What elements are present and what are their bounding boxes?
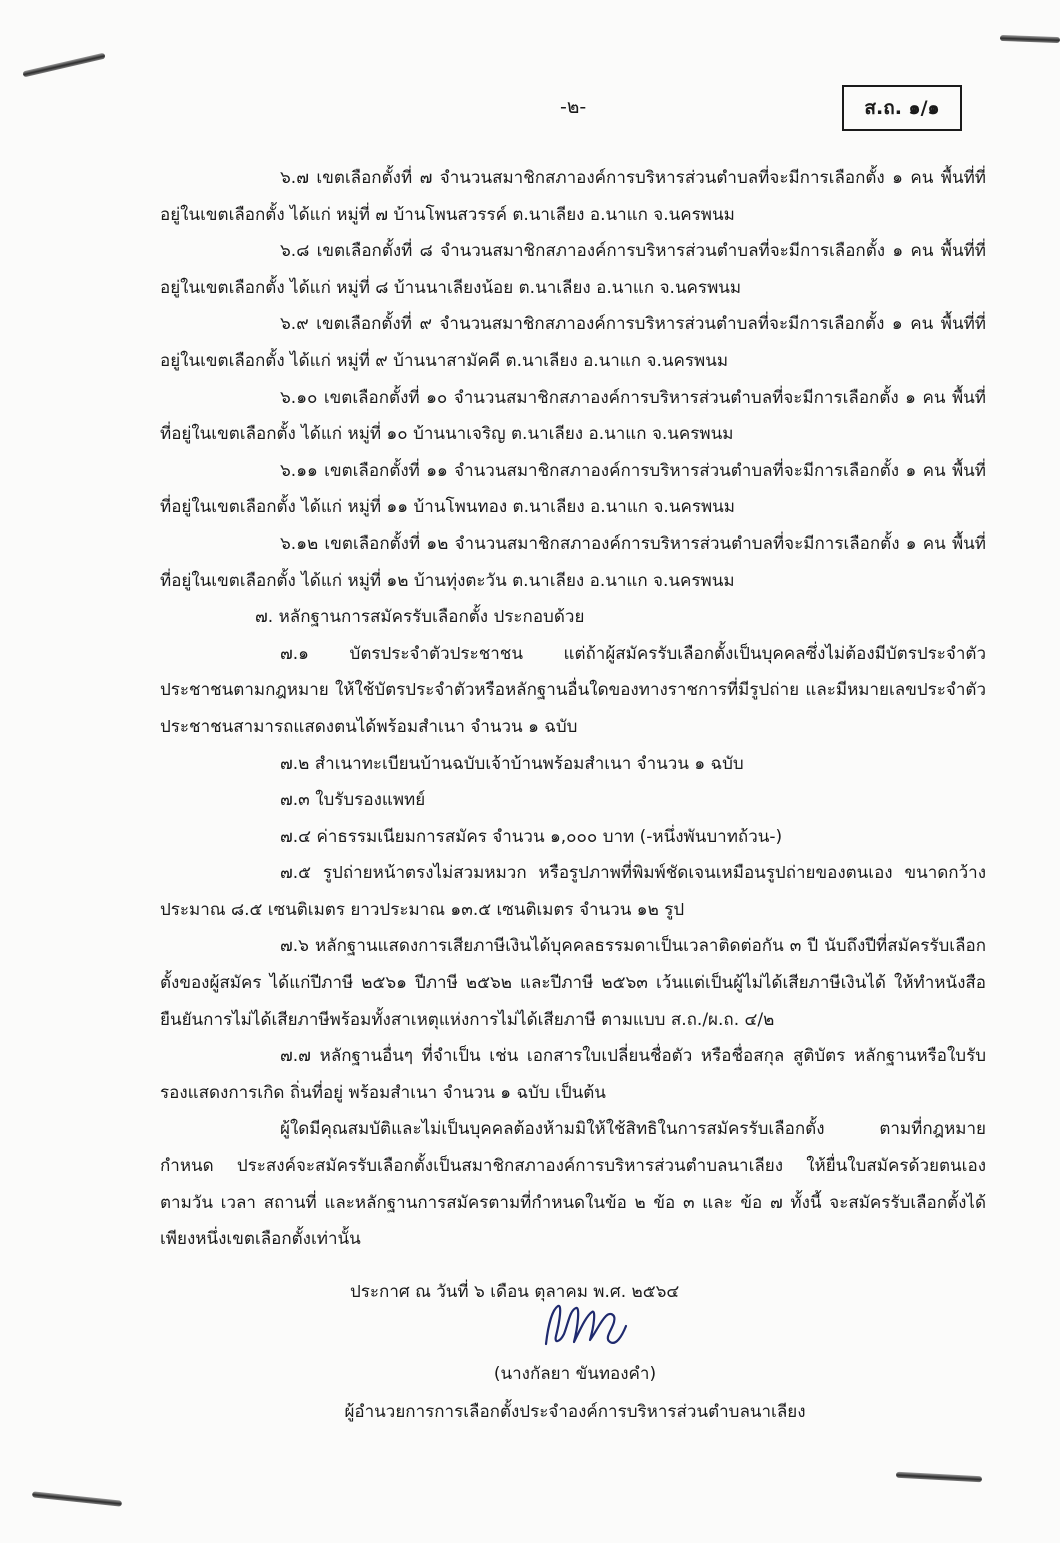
handwritten-signature [540,1296,630,1356]
announcement-date: ประกาศ ณ วันที่ ๖ เดือน ตุลาคม พ.ศ. ๒๕๖๔ [350,1281,680,1302]
page-number: -๒- [560,96,587,118]
staple-bottom-right [896,1472,982,1482]
item-7-4: ๗.๔ ค่าธรรมเนียมการสมัคร จำนวน ๑,๐๐๐ บาท (-หนึ่งพันบาทถ้วน-) [280,826,783,847]
form-code-box: ส.ถ. ๑/๑ [842,85,962,131]
closing-paragraph: ผู้ใดมีคุณสมบัติและไม่เป็นบุคคลต้องห้ามมิให้ใช้สิทธิในการสมัครรับเลือกตั้ง ตามที่กฎหมายกำหนด ประสงค์จะสมัครรับเลือกตั้งเป็นสมาชิกสภาองค์การบริหารส่วนตำบลนาเลียง ให้ยื่นใบสมัครด้วยตนเอง ตามวัน เวลา สถานที่ และหลักฐานการสมัครตามที่กำหนดในข้อ ๒ ข้อ ๓ และ ข้อ ๗ ทั้งนี้ จะสมัครรับเลือกตั้งได้เพียงหนึ่งเขตเลือกตั้งเท่านั้น [160,1119,986,1250]
document-body [160,160,986,1310]
paragraph-6-8: ๖.๘ เขตเลือกตั้งที่ ๘ จำนวนสมาชิกสภาองค์การบริหารส่วนตำบลที่จะมีการเลือกตั้ง ๑ คน พื้นที่ที่อยู่ในเขตเลือกตั้ง ได้แก่ หมู่ที่ ๘ บ้านนาเลียงน้อย ต.นาเลียง อ.นาแก จ.นครพนม [160,241,986,298]
item-7-5: ๗.๕ รูปถ่ายหน้าตรงไม่สวมหมวก หรือรูปภาพที่พิมพ์ชัดเจนเหมือนรูปถ่ายของตนเอง ขนาดกว้างประมาณ ๘.๕ เซนติเมตร ยาวประมาณ ๑๓.๕ เซนติเมตร จำนวน ๑๒ รูป [160,863,986,920]
staple-top-right [1000,35,1060,43]
staple-top-left [22,53,105,78]
staple-bottom-left [32,1491,122,1506]
item-7-7: ๗.๗ หลักฐานอื่นๆ ที่จำเป็น เช่น เอกสารใบเปลี่ยนชื่อตัว หรือชื่อสกุล สูติบัตร หลักฐานหรือใบรับรองแสดงการเกิด ถิ่นที่อยู่ พร้อมสำเนา จำนวน ๑ ฉบับ เป็นต้น [160,1046,986,1103]
paragraph-6-7: ๖.๗ เขตเลือกตั้งที่ ๗ จำนวนสมาชิกสภาองค์การบริหารส่วนตำบลที่จะมีการเลือกตั้ง ๑ คน พื้นที่ที่อยู่ในเขตเลือกตั้ง ได้แก่ หมู่ที่ ๗ บ้านโพนสวรรค์ ต.นาเลียง อ.นาแก จ.นครพนม [160,168,986,225]
paragraph-6-12: ๖.๑๒ เขตเลือกตั้งที่ ๑๒ จำนวนสมาชิกสภาองค์การบริหารส่วนตำบลที่จะมีการเลือกตั้ง ๑ คน พื้นที่ที่อยู่ในเขตเลือกตั้ง ได้แก่ หมู่ที่ ๑๒ บ้านทุ่งตะวัน ต.นาเลียง อ.นาแก จ.นครพนม [160,533,986,591]
paragraph-6-9: ๖.๙ เขตเลือกตั้งที่ ๙ จำนวนสมาชิกสภาองค์การบริหารส่วนตำบลที่จะมีการเลือกตั้ง ๑ คน พื้นที่ที่อยู่ในเขตเลือกตั้ง ได้แก่ หมู่ที่ ๙ บ้านนาสามัคคี ต.นาเลียง อ.นาแก จ.นครพนม [160,314,986,371]
item-7-1: ๗.๑ บัตรประจำตัวประชาชน แต่ถ้าผู้สมัครรับเลือกตั้งเป็นบุคคลซึ่งไม่ต้องมีบัตรประจำตัวประชาชนตามกฎหมาย ให้ใช้บัตรประจำตัวหรือหลักฐานอื่นใดของทางราชการที่มีรูปถ่าย และมีหมายเลขประจำตัวประชาชนสามารถแสดงตนได้พร้อมสำเนา จำนวน ๑ ฉบับ [160,643,986,737]
signer-title: ผู้อำนวยการการเลือกตั้งประจำองค์การบริหารส่วนตำบลนาเลียง [344,1402,806,1422]
paragraph-6-11: ๖.๑๑ เขตเลือกตั้งที่ ๑๑ จำนวนสมาชิกสภาองค์การบริหารส่วนตำบลที่จะมีการเลือกตั้ง ๑ คน พื้นที่ที่อยู่ในเขตเลือกตั้ง ได้แก่ หมู่ที่ ๑๑ บ้านโพนทอง ต.นาเลียง อ.นาแก จ.นครพนม [160,460,986,518]
paragraph-6-10: ๖.๑๐ เขตเลือกตั้งที่ ๑๐ จำนวนสมาชิกสภาองค์การบริหารส่วนตำบลที่จะมีการเลือกตั้ง ๑ คน พื้นที่ที่อยู่ในเขตเลือกตั้ง ได้แก่ หมู่ที่ ๑๐ บ้านนาเจริญ ต.นาเลียง อ.นาแก จ.นครพนม [160,387,986,445]
item-7-6: ๗.๖ หลักฐานแสดงการเสียภาษีเงินได้บุคคลธรรมดาเป็นเวลาติดต่อกัน ๓ ปี นับถึงปีที่สมัครรับเลือกตั้งของผู้สมัคร ได้แก่ปีภาษี ๒๕๖๑ ปีภาษี ๒๕๖๒ และปีภาษี ๒๕๖๓ เว้นแต่เป็นผู้ไม่ได้เสียภาษีเงินได้ ให้ทำหนังสือยืนยันการไม่ได้เสียภาษีพร้อมทั้งสาเหตุแห่งการไม่ได้เสียภาษี ตามแบบ ส.ถ./ผ.ถ. ๔/๒ [160,936,986,1030]
section-7-heading: ๗. หลักฐานการสมัครรับเลือกตั้ง ประกอบด้วย [255,607,585,628]
item-7-2: ๗.๒ สำเนาทะเบียนบ้านฉบับเจ้าบ้านพร้อมสำเนา จำนวน ๑ ฉบับ [280,753,744,774]
signer-name: (นางกัลยา ขันทองคำ) [493,1364,657,1384]
item-7-3: ๗.๓ ใบรับรองแพทย์ [280,790,426,811]
